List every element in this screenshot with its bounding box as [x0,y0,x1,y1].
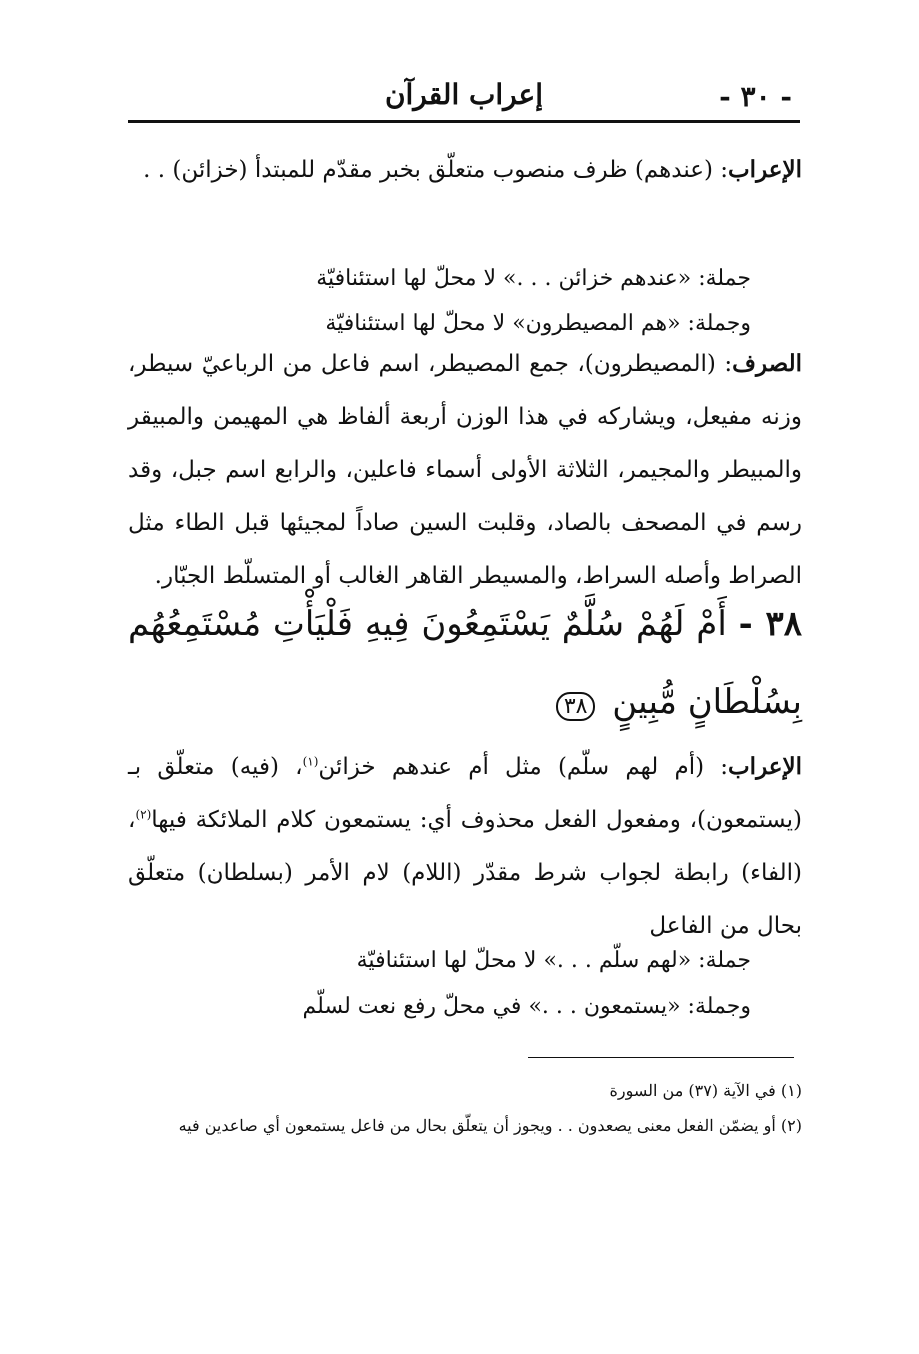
jumla-line: وجملة: «هم المصيطرون» لا محلّ لها استئنافيّة [325,311,751,336]
jumla-line: جملة: «عندهم خزائن . . .» لا محلّ لها استئنافيّة [316,266,751,291]
book-title: إعراب القرآن [384,78,544,111]
verse-text: أَمْ لَهُمْ سُلَّمٌ يَسْتَمِعُونَ فِيهِ فَلْيَأْتِ مُسْتَمِعُهُم بِسُلْطَانٍ مُّبِينٍ [128,604,802,722]
irab-paragraph-2 [128,740,802,953]
footnote-ref-1[interactable]: (١) [302,754,319,769]
verse-number: ٣٨ - [738,604,802,644]
irab-paragraph-1 [128,143,802,197]
jumal-list-1 [128,256,751,346]
footnote-rule [528,1057,794,1058]
page-header [128,74,800,122]
irab-label-2: الإعراب [728,753,802,780]
footnotes [128,1073,802,1143]
header-rule [128,120,800,123]
footnote-1: (١) في الآية (٣٧) من السورة [609,1081,802,1100]
sarf-paragraph [128,337,802,603]
sarf-text: : (المصيطرون)، جمع المصيطر، اسم فاعل من الرباعيّ سيطر، وزنه مفيعل، ويشاركه في هذا الوزن أربعة ألفاظ هي المهيمن والمبيقر والمبيطر والمجيمر، الثلاثة الأولى أسماء فاعلين، والرابع اسم جبل، وقد رسم في المصحف بالصاد، وقلبت السين صاداً لمجيئها قبل الطاء مثل الصراط وأصله السراط، والمسيطر القاهر الغالب أو المتسلّط الجبّار. [128,351,802,589]
irab-label-1: الإعراب [728,156,802,183]
irab-text-1: : (عندهم) ظرف منصوب متعلّق بخبر مقدّم للمبتدأ (خزائن) . . [143,157,729,183]
irab-text-2a: : (أم لهم سلّم) مثل أم عندهم خزائن [318,754,729,780]
irab-text-2c: ، (الفاء) رابطة لجواب شرط مقدّر (اللام) لام الأمر (بسلطان) متعلّق بحال من الفاعل [128,807,802,939]
jumal-list-2 [128,938,751,1030]
footnote-ref-2[interactable]: (٢) [135,807,152,822]
jumla-line: جملة: «لهم سلّم . . .» لا محلّ لها استئنافيّة [356,948,751,973]
page-number: - ٣٠ - [719,80,792,113]
ayah-end-marker: ٣٨ [556,692,596,721]
irab-text-2b: ، (فيه) متعلّق بـ (يستمعون)، ومفعول الفعل محذوف أي: يستمعون كلام الملائكة فيها [128,754,802,833]
sarf-label: الصرف [732,350,802,377]
footnote-2: (٢) أو يضمّن الفعل معنى يصعدون . . ويجوز أن يتعلّق بحال من فاعل يستمعون أي صاعدين فيه [178,1116,802,1135]
quran-verse [128,585,802,746]
jumla-line: وجملة: «يستمعون . . .» في محلّ رفع نعت لسلّم [302,994,751,1019]
